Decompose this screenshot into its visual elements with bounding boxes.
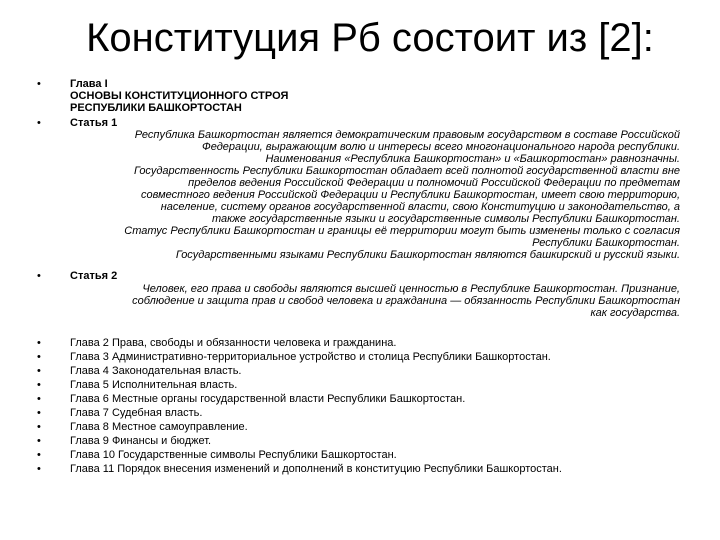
chapter-title: Глава 3 Административно-территориальное устройство и столица Республики Башкортостан. [70, 351, 551, 363]
bullet: • [37, 435, 41, 447]
chapter-title: Глава 2 Права, свободы и обязанности человека и гражданина. [70, 337, 397, 349]
article-2-text [70, 283, 680, 319]
list-item-chapter [0, 421, 720, 434]
article-1-line: Республика Башкортостан является демократическим правовым государством в составе Российской [134, 129, 680, 141]
article-1-line: также государственные языки и государственные символы Республики Башкортостан. [211, 213, 680, 225]
bullet: • [37, 449, 41, 461]
article-2-heading: Статья 2 [70, 270, 118, 282]
bullet: • [37, 78, 41, 90]
list-item-chapter [0, 463, 720, 476]
article-1-line: Наименования «Республика Башкортостан» и «Башкортостан» равнозначны. [265, 153, 680, 165]
list-item-chapter [0, 379, 720, 392]
article-1-heading: Статья 1 [70, 117, 118, 129]
bullet: • [37, 393, 41, 405]
article-1-line: население, систему органов государственной власти, свою Конституцию и законодательство, а [160, 201, 680, 213]
article-1-line: Республики Башкортостан. [532, 237, 680, 249]
list-item-chapter [0, 393, 720, 406]
bullet: • [37, 463, 41, 475]
chapter-title: Глава 4 Законодательная власть. [70, 365, 242, 377]
chapter-title: Глава 9 Финансы и бюджет. [70, 435, 212, 447]
chapter-title: Глава 11 Порядок внесения изменений и дополнений в конституцию Республики Башкортостан. [70, 463, 562, 475]
list-item-chapter [0, 351, 720, 364]
article-2-line: соблюдение и защита прав и свобод человека и гражданина — обязанность Республики Башкортостан [132, 295, 680, 307]
chapter-1-heading: Глава I [70, 78, 108, 90]
chapter-title: Глава 8 Местное самоуправление. [70, 421, 248, 433]
bullet: • [37, 117, 41, 129]
article-1-line: совместного ведения Российской Федерации и Республики Башкортостан, имеет свою территорию, [141, 189, 680, 201]
article-1-line: Государственность Республики Башкортостан обладает всей полнотой государственной власти вне [133, 165, 680, 177]
list-item-chapter [0, 365, 720, 378]
article-1-text [70, 129, 680, 261]
bullet: • [37, 379, 41, 391]
list-item-chapter [0, 435, 720, 448]
article-1-line: пределов ведения Российской Федерации и полномочий Российской Федерации по предметам [188, 177, 680, 189]
article-2-line: как государства. [590, 307, 680, 319]
chapter-1-name-line: РЕСПУБЛИКИ БАШКОРТОСТАН [70, 102, 242, 114]
bullet: • [37, 337, 41, 349]
article-2-line: Человек, его права и свободы являются высшей ценностью в Республике Башкортостан. Признание, [142, 283, 680, 295]
chapter-title: Глава 6 Местные органы государственной власти Республики Башкортостан. [70, 393, 466, 405]
slide-title: Конституция Рб состоит из [2]: [86, 16, 654, 60]
bullet: • [37, 407, 41, 419]
bullet: • [37, 365, 41, 377]
bullet: • [37, 270, 41, 282]
chapter-title: Глава 7 Судебная власть. [70, 407, 203, 419]
article-1-line: Статус Республики Башкортостан и границы её территории могут быть изменены только с согласия [124, 225, 680, 237]
chapter-1-name-line: ОСНОВЫ КОНСТИТУЦИОННОГО СТРОЯ [70, 90, 289, 102]
list-item-chapter [0, 449, 720, 462]
bullet: • [37, 351, 41, 363]
chapter-title: Глава 5 Исполнительная власть. [70, 379, 238, 391]
bullet: • [37, 421, 41, 433]
article-1-line: Федерации, выражающим волю и интересы всего многонационального народа республики. [201, 141, 680, 153]
list-item-chapter [0, 407, 720, 420]
article-1-line: Государственными языками Республики Башкортостан являются башкирский и русский языки. [175, 249, 680, 261]
chapter-title: Глава 10 Государственные символы Республики Башкортостан. [70, 449, 397, 461]
list-item-chapter [0, 337, 720, 350]
